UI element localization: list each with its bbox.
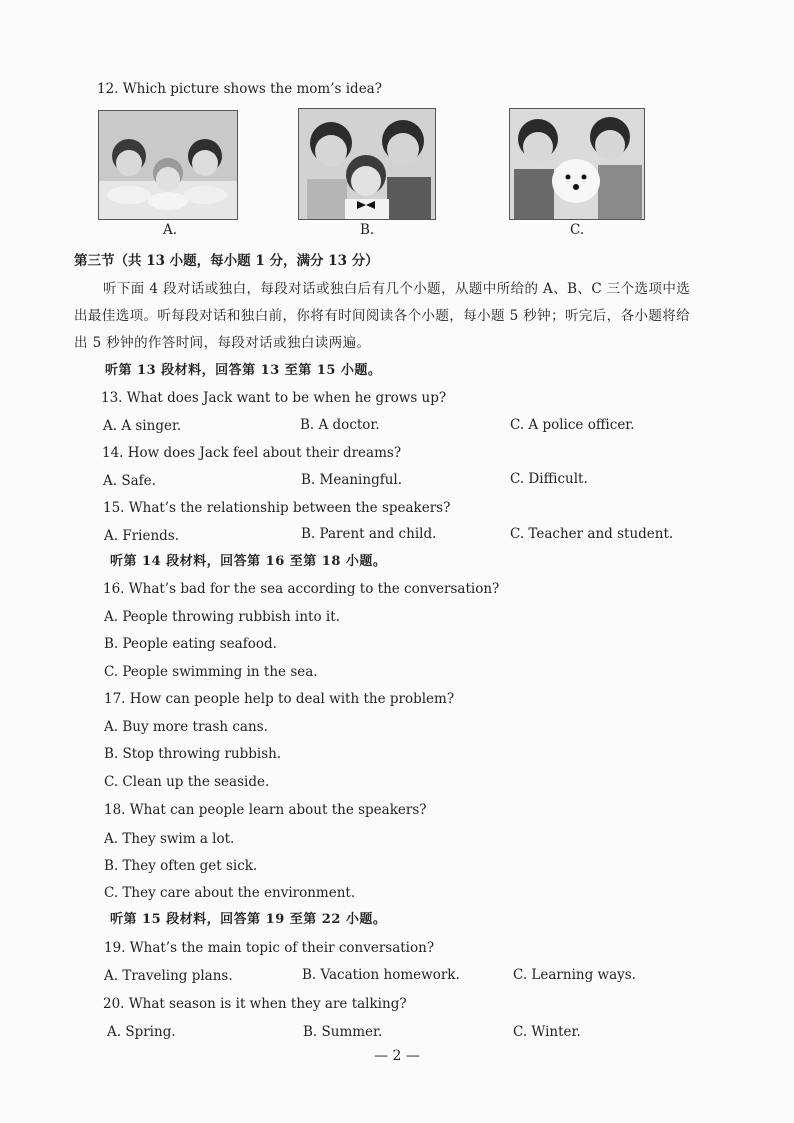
option-17-b[interactable]: B. Stop throwing rubbish. xyxy=(104,746,282,762)
option-14-c[interactable]: C. Difficult. xyxy=(510,471,588,487)
option-17-c[interactable]: C. Clean up the seaside. xyxy=(104,774,270,790)
option-17-a[interactable]: A. Buy more trash cans. xyxy=(104,719,268,735)
option-20-a[interactable]: A. Spring. xyxy=(107,1024,176,1040)
picture-c-caption: C. xyxy=(570,222,585,238)
question-19: 19. What’s the main topic of their conversation? xyxy=(104,940,435,956)
question-17: 17. How can people help to deal with the problem? xyxy=(104,691,455,707)
children-photo-icon xyxy=(99,111,237,219)
option-13-c[interactable]: C. A police officer. xyxy=(510,417,635,433)
option-18-a[interactable]: A. They swim a lot. xyxy=(104,831,235,847)
picture-b-caption: B. xyxy=(360,222,375,238)
question-18: 18. What can people learn about the speakers? xyxy=(104,802,427,818)
option-20-b[interactable]: B. Summer. xyxy=(303,1024,383,1040)
instruction-line-3: 出 5 秒钟的作答时间，每段对话或独白读两遍。 xyxy=(74,335,371,351)
option-19-c[interactable]: C. Learning ways. xyxy=(513,967,636,983)
picture-b-two-boys-baby[interactable] xyxy=(298,108,436,220)
question-16: 16. What’s bad for the sea according to the conversation? xyxy=(103,581,500,597)
question-14: 14. How does Jack feel about their dreams? xyxy=(102,445,402,461)
option-13-a[interactable]: A. A singer. xyxy=(103,418,182,434)
question-13: 13. What does Jack want to be when he grows up? xyxy=(101,390,447,406)
option-19-a[interactable]: A. Traveling plans. xyxy=(104,968,233,984)
picture-a-three-children[interactable] xyxy=(98,110,238,220)
option-14-b[interactable]: B. Meaningful. xyxy=(301,472,403,488)
option-16-b[interactable]: B. People eating seafood. xyxy=(104,636,277,652)
option-18-c[interactable]: C. They care about the environment. xyxy=(104,885,356,901)
instruction-line-1: 听下面 4 段对话或独白，每段对话或独白后有几个小题，从题中所给的 A、B、C 三个选项中选 xyxy=(103,281,691,297)
boys-baby-photo-icon xyxy=(299,109,435,219)
option-13-b[interactable]: B. A doctor. xyxy=(300,417,380,433)
group-label-16-18: 听第 14 段材料，回答第 16 至第 18 小题。 xyxy=(110,554,387,569)
picture-c-boys-with-dog[interactable] xyxy=(509,108,645,220)
option-15-b[interactable]: B. Parent and child. xyxy=(301,526,437,542)
option-19-b[interactable]: B. Vacation homework. xyxy=(302,967,460,983)
instruction-line-2: 出最佳选项。听每段对话和独白前，你将有时间阅读各个小题，每小题 5 秒钟；听完后，各小题将给 xyxy=(74,308,691,324)
option-15-c[interactable]: C. Teacher and student. xyxy=(510,526,674,542)
group-label-13-15: 听第 13 段材料，回答第 13 至第 15 小题。 xyxy=(105,363,382,378)
option-16-a[interactable]: A. People throwing rubbish into it. xyxy=(104,609,340,625)
page-number: — 2 — xyxy=(374,1048,420,1064)
question-20: 20. What season is it when they are talking? xyxy=(103,996,407,1012)
option-20-c[interactable]: C. Winter. xyxy=(513,1024,581,1040)
group-label-19-22: 听第 15 段材料，回答第 19 至第 22 小题。 xyxy=(110,912,387,927)
question-15: 15. What’s the relationship between the speakers? xyxy=(103,500,451,516)
question-12: 12. Which picture shows the mom’s idea? xyxy=(97,81,382,97)
picture-a-caption: A. xyxy=(163,222,178,238)
section-title: 第三节（共 13 小题，每小题 1 分，满分 13 分） xyxy=(74,253,379,269)
option-15-a[interactable]: A. Friends. xyxy=(104,528,180,544)
option-16-c[interactable]: C. People swimming in the sea. xyxy=(104,664,318,680)
option-18-b[interactable]: B. They often get sick. xyxy=(104,858,258,874)
boys-dog-photo-icon xyxy=(510,109,644,219)
option-14-a[interactable]: A. Safe. xyxy=(103,473,156,489)
